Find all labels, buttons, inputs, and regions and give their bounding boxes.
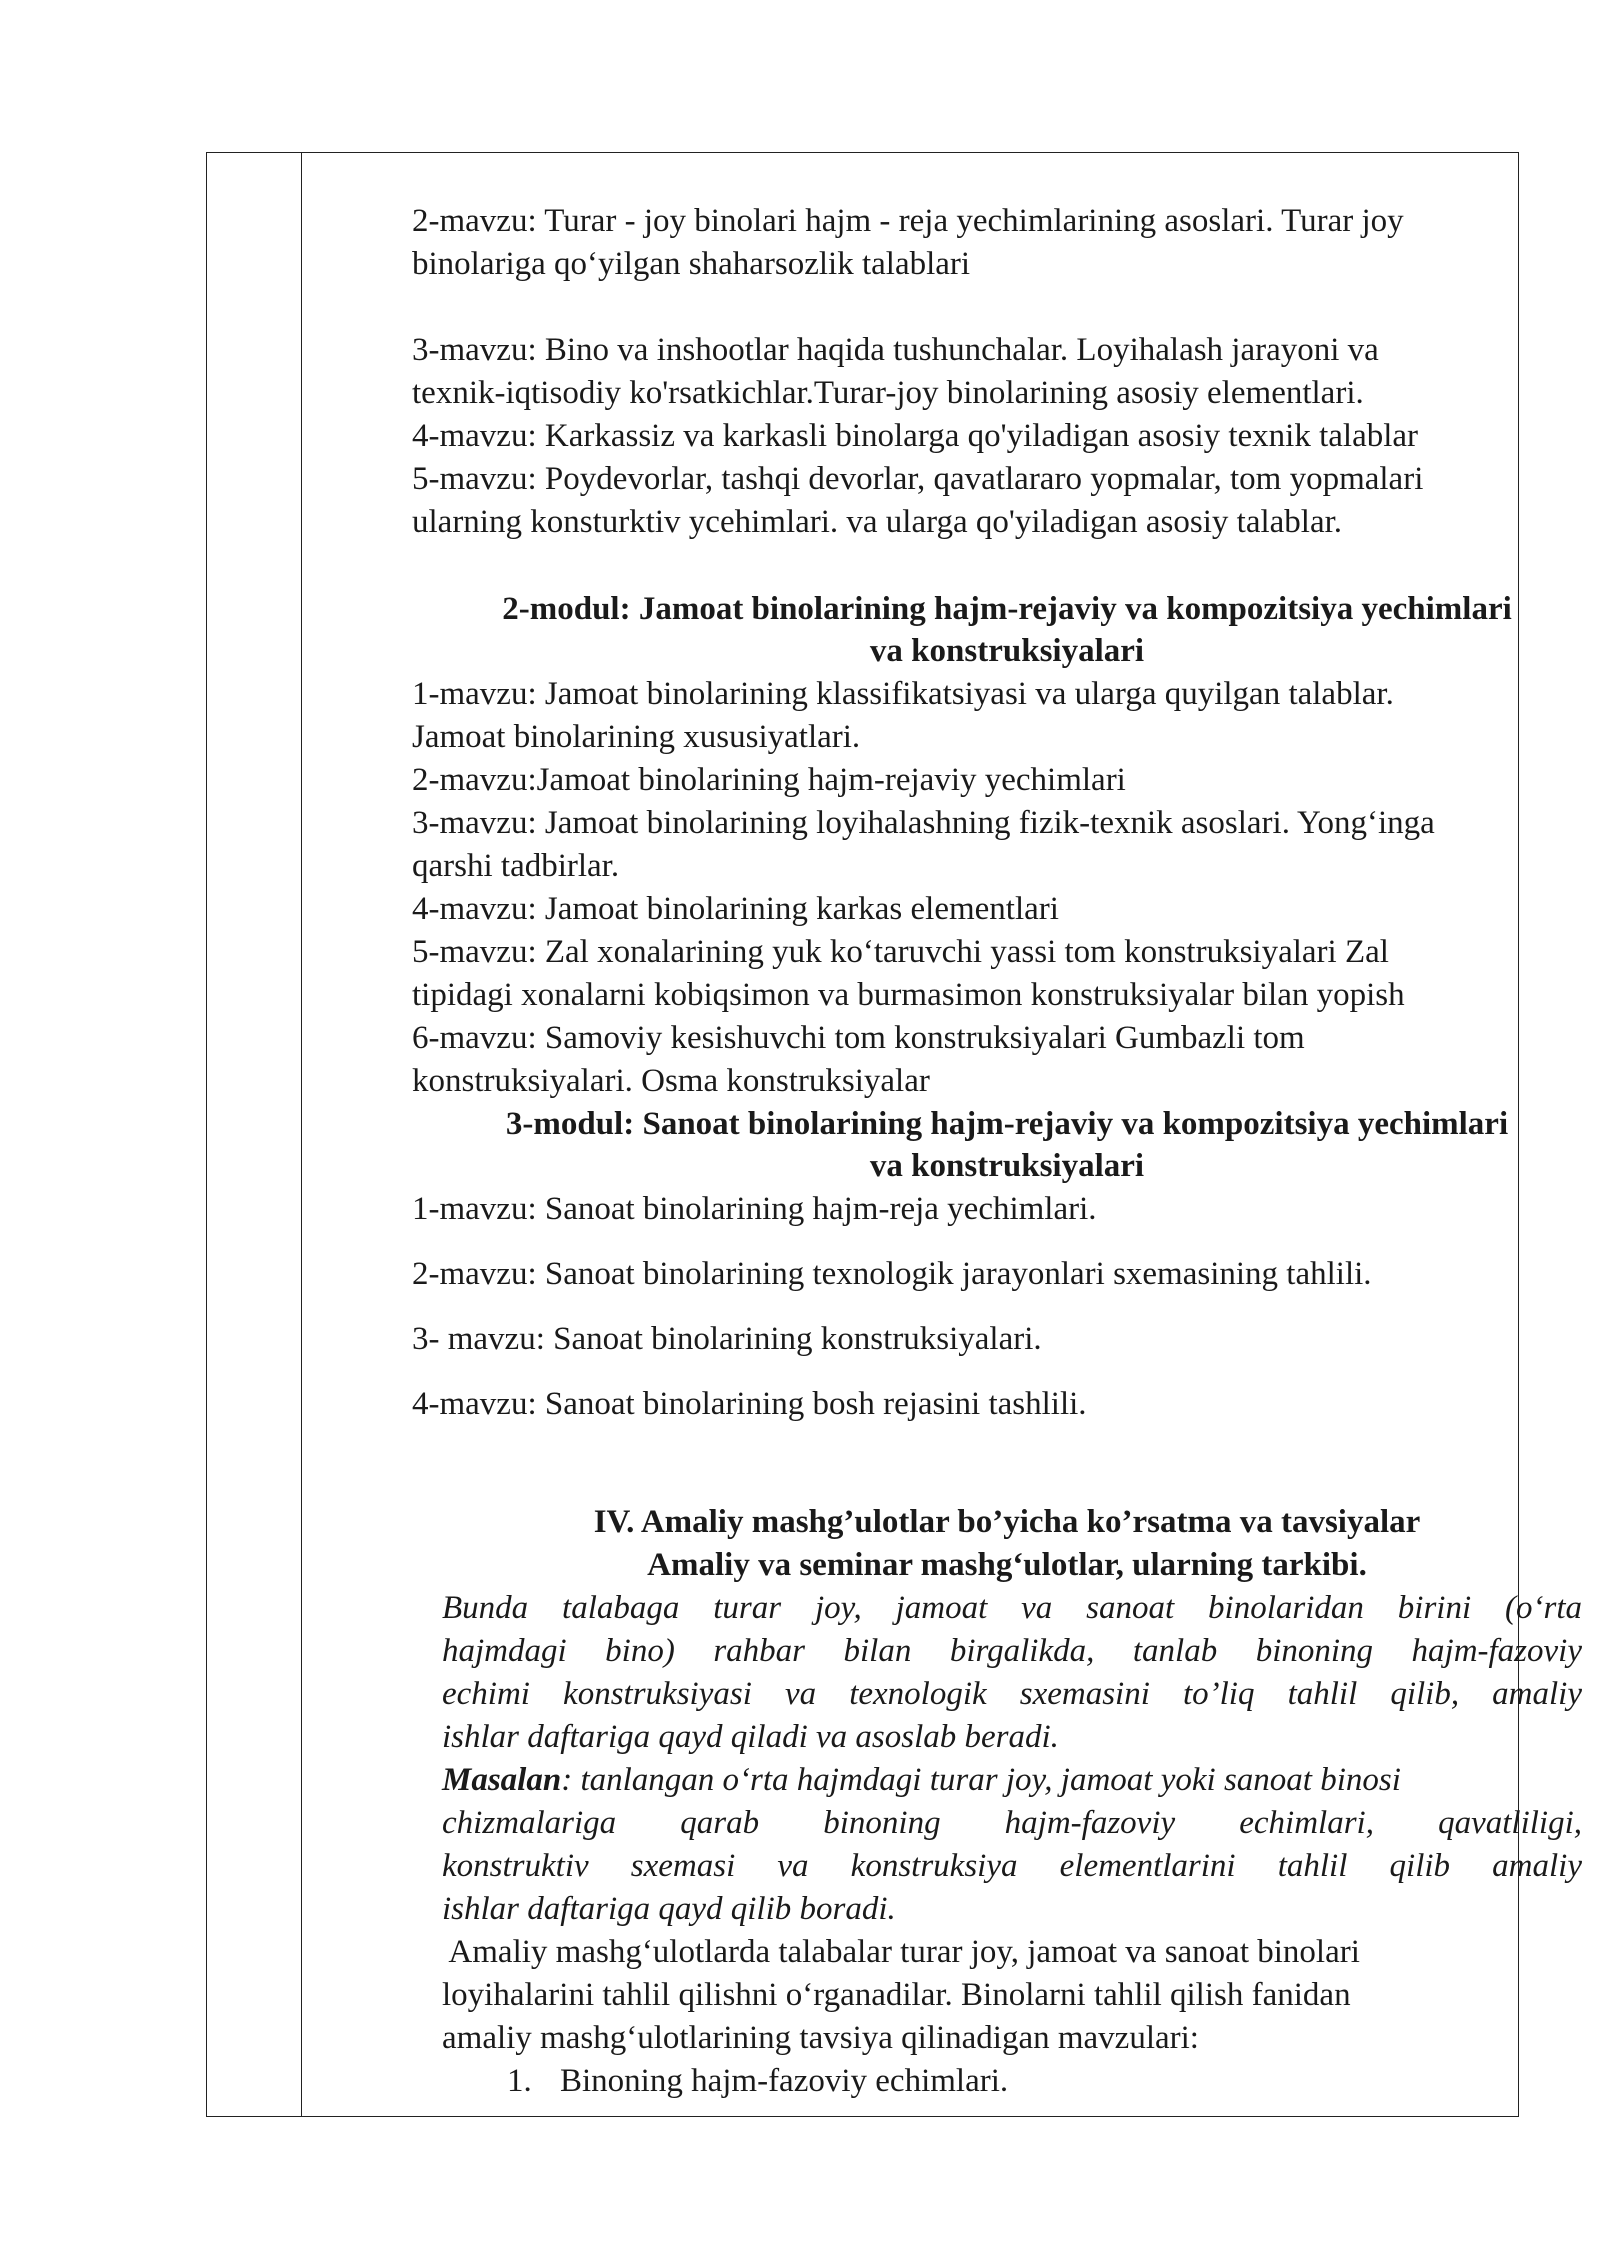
italic-paragraph-line: ishlar daftariga qayd qiladi va asoslab beradi. bbox=[442, 1719, 1059, 1755]
section-4-title: IV. Amaliy mashg’ulotlar bo’yicha ko’rsatma va tavsiyalar bbox=[593, 1504, 1421, 1540]
list-item-number: 1. bbox=[507, 2063, 532, 2099]
text-line: Amaliy mashg‘ulotlarda talabalar turar joy, jamoat va sanoat binolari bbox=[442, 1934, 1360, 1970]
italic-paragraph-line: chizmalariga qarab binoning hajm-fazoviy echimlari, qavatliligi, bbox=[442, 1805, 1582, 1841]
italic-paragraph-line bbox=[442, 1759, 1582, 1802]
document-table bbox=[206, 152, 1582, 2117]
text-line: 1-mavzu: Sanoat binolarining hajm-reja yechimlari. bbox=[412, 1191, 1097, 1227]
italic-paragraph-line: konstruktiv sxemasi va konstruksiya elementlarini tahlil qilib amaliy bbox=[442, 1848, 1582, 1884]
text-line: 3- mavzu: Sanoat binolarining konstruksiyalari. bbox=[412, 1321, 1042, 1357]
text-line: ularning konsturktiv ycehimlari. va ularga qo'yiladigan asosiy talablar. bbox=[412, 504, 1343, 540]
text-line: amaliy mashg‘ulotlarining tavsiya qilinadigan mavzulari: bbox=[442, 2020, 1199, 2056]
module-3-heading: 3-modul: Sanoat binolarining hajm-rejaviy va kompozitsiya yechimlari bbox=[505, 1106, 1509, 1142]
module-3-heading: va konstruksiyalari bbox=[869, 1148, 1145, 1184]
text-line: 3-mavzu: Jamoat binolarining loyihalashning fizik-texnik asoslari. Yong‘inga bbox=[412, 805, 1435, 841]
italic-paragraph-line: ishlar daftariga qayd qilib boradi. bbox=[442, 1891, 896, 1927]
table-left-column bbox=[207, 153, 302, 2116]
text-line: 2-mavzu:Jamoat binolarining hajm-rejaviy yechimlari bbox=[412, 762, 1126, 798]
section-4-subtitle: Amaliy va seminar mashg‘ulotlar, ularning tarkibi. bbox=[647, 1547, 1367, 1583]
masalan-label: Masalan bbox=[442, 1762, 562, 1798]
text-line: 4-mavzu: Karkassiz va karkasli binolarga qo'yiladigan asosiy texnik talablar bbox=[412, 418, 1419, 454]
text-line: Jamoat binolarining xususiyatlari. bbox=[412, 719, 861, 755]
module-2-heading: va konstruksiyalari bbox=[869, 633, 1145, 669]
list-item: Binoning hajm-fazoviy echimlari. bbox=[560, 2063, 1009, 2099]
text-line: 4-mavzu: Jamoat binolarining karkas elementlari bbox=[412, 891, 1059, 927]
text-line: loyihalarini tahlil qilishni o‘rganadilar. Binolarni tahlil qilish fanidan bbox=[442, 1977, 1351, 2013]
text-line: konstruksiyalari. Osma konstruksiyalar bbox=[412, 1063, 930, 1099]
table-content-column bbox=[302, 153, 1582, 2116]
text-line: tipidagi xonalarni kobiqsimon va burmasimon konstruksiyalar bilan yopish bbox=[412, 977, 1405, 1013]
text-line: 6-mavzu: Samoviy kesishuvchi tom konstruksiyalari Gumbazli tom bbox=[412, 1020, 1305, 1056]
text-line: 2-mavzu: Sanoat binolarining texnologik jarayonlari sxemasining tahlili. bbox=[412, 1256, 1372, 1292]
italic-paragraph-line: Bunda talabaga turar joy, jamoat va sanoat binolaridan birini (o‘rta bbox=[442, 1590, 1582, 1626]
text-line: qarshi tadbirlar. bbox=[412, 848, 620, 884]
italic-paragraph-line: hajmdagi bino) rahbar bilan birgalikda, tanlab binoning hajm-fazoviy bbox=[442, 1633, 1582, 1669]
text-line: 5-mavzu: Poydevorlar, tashqi devorlar, qavatlararo yopmalar, tom yopmalari bbox=[412, 461, 1424, 497]
text-line: texnik-iqtisodiy ko'rsatkichlar.Turar-joy binolarining asosiy elementlari. bbox=[412, 375, 1364, 411]
italic-paragraph-line: echimi konstruksiyasi va texnologik sxemasini to’liq tahlil qilib, amaliy bbox=[442, 1676, 1582, 1712]
module-2-heading: 2-modul: Jamoat binolarining hajm-rejaviy va kompozitsiya yechimlari bbox=[502, 591, 1512, 627]
text-line: 4-mavzu: Sanoat binolarining bosh rejasini tashlili. bbox=[412, 1386, 1087, 1422]
text-line: binolariga qo‘yilgan shaharsozlik talablari bbox=[412, 246, 971, 282]
italic-paragraph-text: : tanlangan o‘rta hajmdagi turar joy, jamoat yoki sanoat binosi bbox=[561, 1762, 1401, 1798]
text-line: 1-mavzu: Jamoat binolarining klassifikatsiyasi va ularga quyilgan talablar. bbox=[412, 676, 1394, 712]
text-line: 5-mavzu: Zal xonalarining yuk ko‘taruvchi yassi tom konstruksiyalari Zal bbox=[412, 934, 1389, 970]
text-line: 2-mavzu: Turar - joy binolari hajm - reja yechimlarining asoslari. Turar joy bbox=[412, 203, 1404, 239]
text-line: 3-mavzu: Bino va inshootlar haqida tushunchalar. Loyihalash jarayoni va bbox=[412, 332, 1379, 368]
